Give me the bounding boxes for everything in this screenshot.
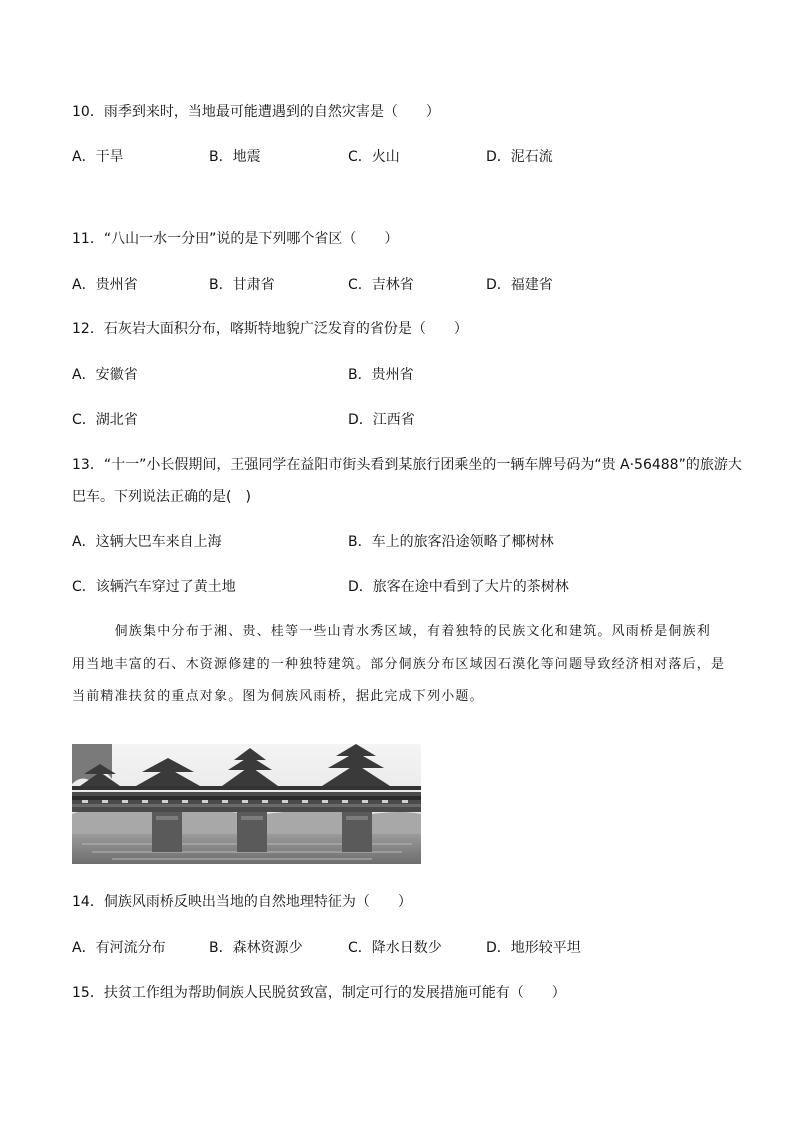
question-13-option-b: B．车上的旅客沿途领略了椰树林 <box>348 534 554 550</box>
question-14-option-c: C．降水日数少 <box>348 940 442 956</box>
question-12-option-d: D．江西省 <box>348 412 415 428</box>
passage-line-3: 当前精准扶贫的重点对象。图为侗族风雨桥，据此完成下列小题。 <box>72 689 484 704</box>
passage-line-1: 侗族集中分布于湘、贵、桂等一些山青水秀区域，有着独特的民族文化和建筑。风雨桥是侗族利 <box>72 624 712 639</box>
question-10-option-a: A．干旱 <box>72 149 124 165</box>
question-14-option-b: B．森林资源少 <box>209 940 303 956</box>
question-12-option-a: A．安徽省 <box>72 367 138 383</box>
question-12-stem: 12．石灰岩大面积分布，喀斯特地貌广泛发育的省份是（ ） <box>72 321 468 337</box>
question-14-stem: 14．侗族风雨桥反映出当地的自然地理特征为（ ） <box>72 894 412 910</box>
question-11-option-a: A．贵州省 <box>72 277 138 293</box>
question-13-option-d: D．旅客在途中看到了大片的茶树林 <box>348 579 569 595</box>
question-13-stem-line-2: 巴车。下列说法正确的是( ) <box>72 489 251 505</box>
question-14-option-a: A．有河流分布 <box>72 940 166 956</box>
question-11-option-c: C．吉林省 <box>348 277 414 293</box>
question-11-option-b: B．甘肃省 <box>209 277 275 293</box>
question-15-stem: 15．扶贫工作组为帮助侗族人民脱贫致富，制定可行的发展措施可能有（ ） <box>72 985 566 1001</box>
question-12-option-c: C．湖北省 <box>72 412 138 428</box>
question-13-option-a: A．这辆大巴车来自上海 <box>72 534 222 550</box>
wind-rain-bridge-photo <box>72 744 421 864</box>
question-10-option-b: B．地震 <box>209 149 261 165</box>
question-11-stem: 11．“八山一水一分田”说的是下列哪个省区（ ） <box>72 231 399 247</box>
question-14-option-d: D．地形较平坦 <box>486 940 581 956</box>
question-10-option-d: D．泥石流 <box>486 149 553 165</box>
passage-line-2: 用当地丰富的石、木资源修建的一种独特建筑。部分侗族分布区域因石漠化等问题导致经济相对落后，是 <box>72 657 726 672</box>
question-11-option-d: D．福建省 <box>486 277 553 293</box>
question-10-stem: 10．雨季到来时，当地最可能遭遇到的自然灾害是（ ） <box>72 104 440 120</box>
question-13-option-c: C．该辆汽车穿过了黄土地 <box>72 579 236 595</box>
question-13-stem-line-1: 13．“十一”小长假期间，王强同学在益阳市街头看到某旅行团乘坐的一辆车牌号码为“贵 A·56488”的旅游大 <box>72 457 742 473</box>
question-10-option-c: C．火山 <box>348 149 400 165</box>
question-12-option-b: B．贵州省 <box>348 367 414 383</box>
